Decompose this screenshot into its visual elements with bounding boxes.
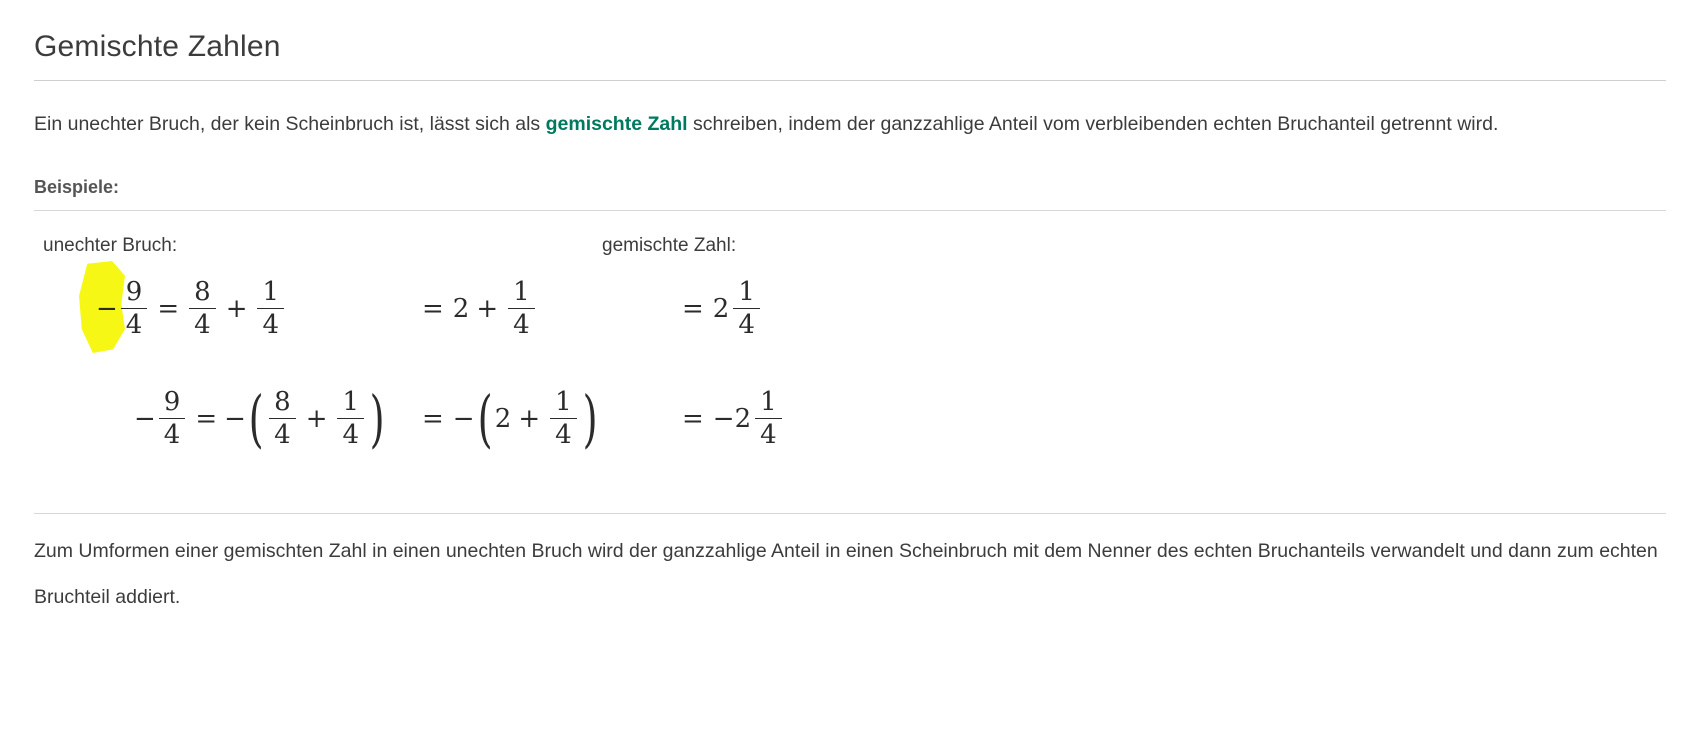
page-title: Gemischte Zahlen [34, 30, 1666, 81]
row1-equals-3: = [682, 294, 704, 325]
row1-mixed-numerator: 1 [738, 277, 755, 307]
row2-plus: + [305, 404, 328, 435]
row2-t3-denominator: 4 [550, 418, 577, 449]
row2-minus-1: − [224, 404, 246, 435]
section-divider [34, 513, 1666, 514]
column-labels [34, 235, 1666, 265]
row1-mixed-whole: 2 [712, 294, 730, 325]
row2-fraction-9-4 [159, 389, 186, 450]
row1-t3-denominator: 4 [508, 308, 535, 339]
row2-minus-2: − [452, 404, 475, 435]
row1-fraction-9-4 [121, 279, 148, 340]
row1-t2-numerator: 1 [262, 277, 280, 307]
row2-equals-2: = [422, 404, 444, 435]
row2-left-expression [134, 381, 387, 455]
row1-left-expression [96, 279, 287, 340]
intro-text-before: Ein unechter Bruch, der kein Scheinbruch ist, lässt sich als [34, 113, 546, 135]
row2-paren-close-2: ) [582, 381, 598, 455]
row2-paren-close-1: ) [369, 381, 385, 455]
math-row-1 [34, 273, 1666, 383]
row1-fraction-8-4 [189, 279, 216, 340]
row2-result-mixed-number [682, 389, 785, 450]
examples-heading: Beispiele: [34, 177, 1666, 211]
row1-mixed [713, 279, 763, 340]
row1-middle-expression [422, 279, 538, 340]
row2-t2-numerator: 1 [342, 387, 360, 417]
row2-whole: 2 [494, 404, 512, 435]
row1-lhs-numerator: 9 [125, 277, 143, 307]
row2-mixed [713, 389, 785, 450]
row1-result-mixed-number [682, 279, 763, 340]
row1-t1-denominator: 4 [189, 308, 216, 339]
row2-mixed-fraction [755, 389, 782, 450]
row2-fraction-1-4-b [550, 389, 577, 450]
row1-mixed-denominator: 4 [733, 308, 760, 339]
row2-equals-3: = [682, 404, 704, 435]
row1-plus-2: + [476, 294, 499, 325]
column-label-mixed-number: gemischte Zahl: [602, 235, 737, 256]
row1-lhs-denominator: 4 [121, 308, 148, 339]
row1-t2-denominator: 4 [257, 308, 284, 339]
row2-mixed-numerator: 1 [760, 387, 777, 417]
row1-t3-numerator: 1 [513, 277, 530, 307]
row2-middle-expression [422, 381, 600, 455]
math-row-2 [34, 383, 1666, 493]
row2-fraction-1-4 [337, 389, 364, 450]
row1-plus: + [225, 294, 248, 325]
row2-t2-denominator: 4 [337, 418, 364, 449]
row1-fraction-1-4-b [508, 279, 535, 340]
row1-mixed-fraction [733, 279, 760, 340]
row2-t1-numerator: 8 [274, 387, 291, 417]
row2-mixed-denominator: 4 [755, 418, 782, 449]
column-label-improper-fraction: unechter Bruch: [43, 235, 178, 256]
row1-whole: 2 [452, 294, 470, 325]
row2-paren-open-1: ( [248, 381, 264, 455]
closing-paragraph: Zum Umformen einer gemischten Zahl in einen unechten Bruch wird der ganzzahlige Anteil in einen Scheinbruch mit dem Nenner des echten Bruchanteils verwandelt und dann zum echten Bruchteil addiert. [34, 540, 1658, 608]
intro-highlight-term: gemischte Zahl [545, 113, 688, 135]
intro-paragraph [34, 101, 1666, 147]
row1-equals-1: = [157, 294, 180, 325]
row2-paren-open-2: ( [477, 381, 493, 455]
row1-equals-2: = [422, 294, 444, 325]
row2-t3-numerator: 1 [555, 387, 572, 417]
row2-t1-denominator: 4 [269, 418, 296, 449]
row2-plus-2: + [518, 404, 541, 435]
document-page [0, 30, 1700, 750]
row2-mixed-whole: −2 [712, 404, 752, 435]
row2-equals-1: = [195, 404, 218, 435]
row2-lhs-denominator: 4 [159, 418, 186, 449]
row2-fraction-8-4 [269, 389, 296, 450]
row1-fraction-1-4 [257, 279, 284, 340]
row1-t1-numerator: 8 [194, 277, 211, 307]
row1-sign: − [96, 294, 118, 325]
row2-sign: − [134, 404, 156, 435]
intro-text-after: schreiben, indem der ganzzahlige Anteil vom verbleibenden echten Bruchanteil getrennt wird. [687, 113, 1499, 135]
math-examples [34, 273, 1666, 503]
row2-lhs-numerator: 9 [163, 387, 181, 417]
